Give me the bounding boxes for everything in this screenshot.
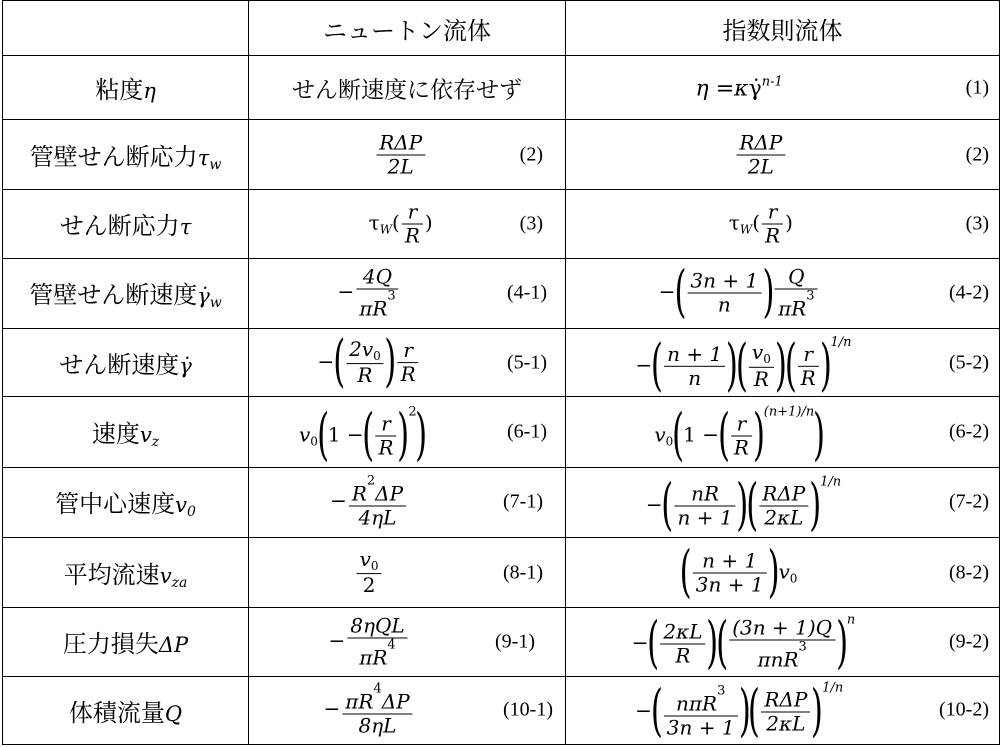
power-law-formula: −( $\frac{3n + 1}{n}$ ) $\frac{Q}{\pi R^3}$ xyxy=(659,266,820,321)
power-law-cell xyxy=(566,608,1000,676)
equation-number: (10-2) xyxy=(939,698,989,721)
power-law-formula: $\tau_W$( $\frac{r}{R}$ ) xyxy=(728,199,793,248)
quantity-label: 平均流速$v_{za}$ xyxy=(3,537,249,607)
power-law-cell xyxy=(566,258,1000,328)
equation-number: (7-2) xyxy=(949,490,989,513)
newtonian-formula: $v_0(1$ −( $\frac{r}{R}$ )$^2$) xyxy=(298,402,428,468)
power-law-formula: −( $\frac{nR}{n + 1}$ )( $\frac{\text{RΔP}}{2\kappa L}$ )$^{1/n}$ xyxy=(645,472,842,538)
equation-number: (9-2) xyxy=(949,630,989,653)
quantity-label: 圧力損失ΔP xyxy=(3,608,249,676)
power-law-cell xyxy=(566,467,1000,537)
equation-number: (10-1) xyxy=(503,698,553,721)
power-law-formula: $v_0(1$ −( $\frac{r}{R}$ )$^{(n+1)/n}$) xyxy=(654,402,826,468)
equation-number: (7-1) xyxy=(503,490,543,513)
power-law-formula: ( $\frac{n + 1}{3n + 1}$ )$v_0$ xyxy=(679,539,798,605)
table-row xyxy=(3,676,1000,744)
table-row xyxy=(3,56,1000,120)
newtonian-formula: − $\frac{4Q}{\pi R^3}$ xyxy=(337,266,400,321)
newtonian-cell xyxy=(249,328,566,396)
table-row xyxy=(3,397,1000,467)
quantity-label: せん断速度γ̇ xyxy=(3,328,249,396)
newtonian-cell xyxy=(249,397,566,467)
header-power-law: 指数則流体 xyxy=(566,1,1000,56)
newtonian-cell xyxy=(249,56,566,120)
newtonian-cell xyxy=(249,676,566,744)
equation-number: (3) xyxy=(965,212,989,235)
table-row xyxy=(3,537,1000,607)
table-row xyxy=(3,120,1000,190)
quantity-label: 管壁せん断応力$\tau_w$ xyxy=(3,120,249,190)
newtonian-formula: $\tau_W$( $\frac{r}{R}$ ) xyxy=(368,199,433,248)
formula-table xyxy=(2,0,1000,745)
power-law-formula: η =κγ̇$^{n-1}$ xyxy=(695,74,783,101)
quantity-label: 管壁せん断速度$\gammȧ_w$ xyxy=(3,258,249,328)
equation-number: (3) xyxy=(519,212,543,235)
quantity-label: 管中心速度$v_0$ xyxy=(3,467,249,537)
power-law-formula: −( $\frac{2\kappa L}{R}$ )( $\frac{(3n + 1)Q}{\pi nR^3}$ )$^n$ xyxy=(631,610,856,676)
equation-number: (4-2) xyxy=(949,281,989,304)
newtonian-note: せん断速度に依存せず xyxy=(292,77,522,103)
power-law-cell xyxy=(566,537,1000,607)
quantity-label: 速度$v_z$ xyxy=(3,397,249,467)
equation-number: (8-2) xyxy=(949,561,989,584)
table-row xyxy=(3,328,1000,396)
newtonian-cell xyxy=(249,258,566,328)
power-law-cell xyxy=(566,397,1000,467)
table-row xyxy=(3,258,1000,328)
quantity-label: 体積流量Q xyxy=(3,676,249,744)
newtonian-formula: − $\frac{\pi R^4\Delta P}{8\eta L}$ xyxy=(324,683,415,738)
power-law-formula: −( $\frac{n + 1}{n}$ )( $\frac{v_0}{R}$ )( $\frac{r}{R}$ )$^{1/n}$ xyxy=(635,332,852,398)
equation-number: (6-1) xyxy=(507,420,547,443)
power-law-cell xyxy=(566,190,1000,258)
newtonian-cell xyxy=(249,190,566,258)
table-row xyxy=(3,608,1000,676)
newtonian-formula: −( $\frac{2v_0}{R}$ ) $\frac{r}{R}$ xyxy=(317,338,420,388)
newtonian-cell xyxy=(249,120,566,190)
newtonian-formula: − $\frac{R^2\Delta P}{4\eta L}$ xyxy=(330,475,408,530)
equation-number: (8-1) xyxy=(503,561,543,584)
newtonian-cell xyxy=(249,467,566,537)
equation-number: (5-2) xyxy=(949,351,989,374)
newtonian-formula: $\frac{\text{RΔP}}{2L}$ xyxy=(374,131,427,178)
table-row xyxy=(3,467,1000,537)
power-law-formula: $\frac{\text{RΔP}}{2L}$ xyxy=(734,131,787,178)
power-law-cell xyxy=(566,56,1000,120)
newtonian-formula: − $\frac{\text{8ηQL}}{\pi R^4}$ xyxy=(329,614,410,669)
equation-number: (5-1) xyxy=(507,351,547,374)
header-empty xyxy=(3,1,249,56)
equation-number: (6-2) xyxy=(949,420,989,443)
header-row xyxy=(3,1,1000,56)
newtonian-formula: $\frac{v_0}{2}$ xyxy=(355,548,384,598)
power-law-formula: −( $\frac{n\pi R^3}{3n + 1}$ )( $\frac{\text{RΔP}}{2\kappa L}$ )$^{1/n}$ xyxy=(635,678,844,744)
header-newtonian: ニュートン流体 xyxy=(249,1,566,56)
quantity-label: せん断応力τ xyxy=(3,190,249,258)
newtonian-cell xyxy=(249,608,566,676)
equation-number: (2) xyxy=(965,143,989,166)
equation-number: (1) xyxy=(965,76,989,98)
equation-number: (2) xyxy=(519,143,543,166)
power-law-cell xyxy=(566,328,1000,396)
table-row xyxy=(3,190,1000,258)
newtonian-cell xyxy=(249,537,566,607)
power-law-cell xyxy=(566,120,1000,190)
equation-number: (4-1) xyxy=(507,281,547,304)
equation-number: (9-1) xyxy=(495,630,535,653)
quantity-label: 粘度η xyxy=(3,56,249,120)
power-law-cell xyxy=(566,676,1000,744)
